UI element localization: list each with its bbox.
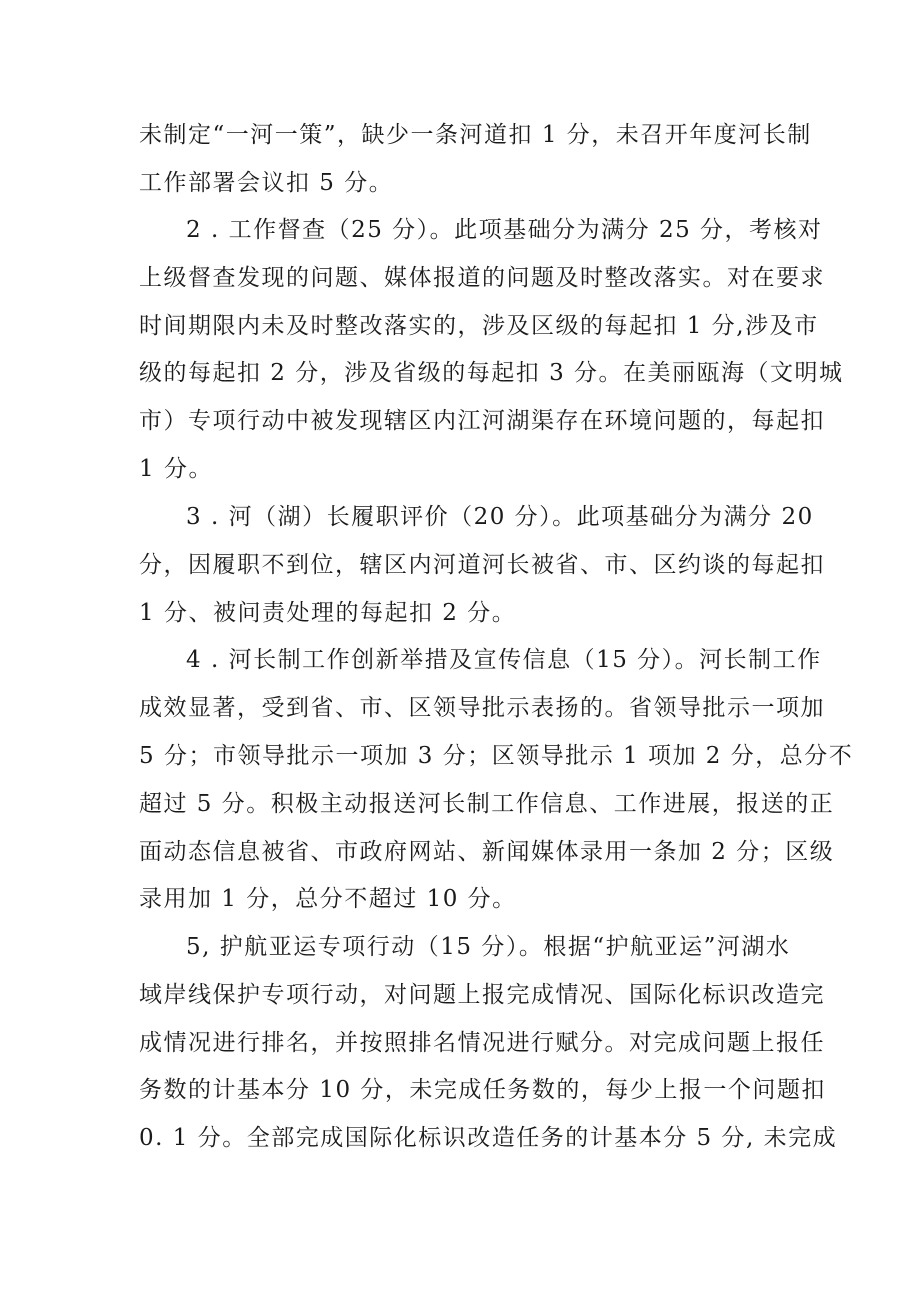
text-line: 超过 5 分。积极主动报送河长制工作信息、工作进展，报送的正 <box>139 791 835 817</box>
text-line: 0. 1 分。全部完成国际化标识改造任务的计基本分 5 分, 未完成 <box>139 1125 838 1151</box>
text-line: 成效显著，受到省、市、区领导批示表扬的。省领导批示一项加 <box>139 695 825 721</box>
text-line: 上级督查发现的问题、媒体报道的问题及时整改落实。对在要求 <box>139 265 825 291</box>
text-line: 工作部署会议扣 5 分。 <box>139 170 394 196</box>
paragraph-start-line: 5, 护航亚运专项行动（15 分）。根据“护航亚运”河湖水 <box>186 934 791 960</box>
text-line: 时间期限内未及时整改落实的，涉及区级的每起扣 1 分,涉及市 <box>139 313 819 339</box>
text-line: 未制定“一河一策”，缺少一条河道扣 1 分，未召开年度河长制 <box>139 122 812 148</box>
text-line: 5 分；市领导批示一项加 3 分；区领导批示 1 项加 2 分，总分不 <box>139 743 854 769</box>
paragraph-start-line: 3 . 河（湖）长履职评价（20 分）。此项基础分为满分 20 <box>186 504 814 530</box>
text-line: 务数的计基本分 10 分，未完成任务数的，每少上报一个问题扣 <box>139 1077 826 1103</box>
text-line: 录用加 1 分，总分不超过 10 分。 <box>139 886 517 912</box>
text-line: 分，因履职不到位，辖区内河道河长被省、市、区约谈的每起扣 <box>139 552 825 578</box>
text-line: 域岸线保护专项行动，对问题上报完成情况、国际化标识改造完 <box>139 982 825 1008</box>
text-line: 级的每起扣 2 分，涉及省级的每起扣 3 分。在美丽瓯海（文明城 <box>139 360 844 386</box>
text-line: 1 分。 <box>139 456 213 482</box>
text-line: 面动态信息被省、市政府网站、新闻媒体录用一条加 2 分；区级 <box>139 839 835 865</box>
paragraph-start-line: 2 . 工作督查（25 分）。此项基础分为满分 25 分，考核对 <box>186 217 823 243</box>
text-line: 成情况进行排名，并按照排名情况进行赋分。对完成问题上报任 <box>139 1030 825 1056</box>
text-line: 1 分、被问责处理的每起扣 2 分。 <box>139 600 517 626</box>
paragraph-start-line: 4 . 河长制工作创新举措及宣传信息（15 分）。河长制工作 <box>186 647 822 673</box>
text-line: 市）专项行动中被发现辖区内江河湖渠存在环境问题的，每起扣 <box>139 408 825 434</box>
